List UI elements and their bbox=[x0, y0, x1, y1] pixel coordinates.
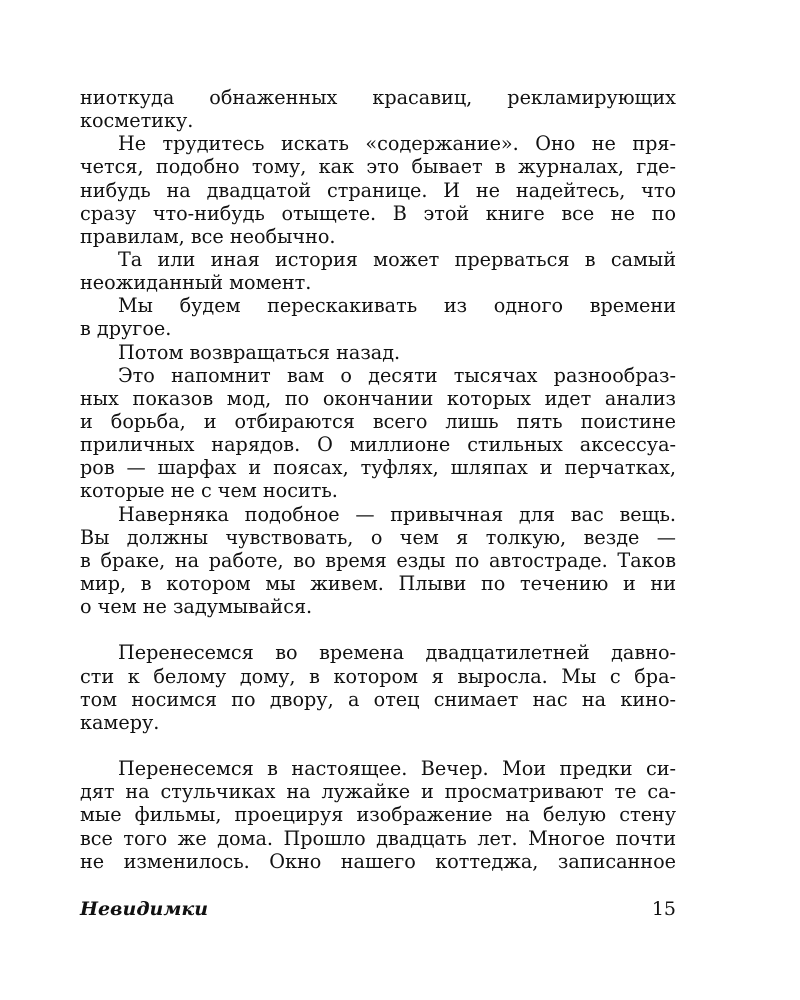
text-line: ниоткуда обнаженных красавиц, рекламирующих bbox=[80, 86, 676, 109]
text-line: все того же дома. Прошло двадцать лет. Многое почти bbox=[80, 826, 676, 850]
text-line: Это напомнит вам о десяти тысячах разнообраз- bbox=[118, 363, 676, 387]
text-line: мые фильмы, проецируя изображение на белую стену bbox=[80, 803, 676, 827]
page-footer bbox=[80, 895, 676, 923]
text-line: косметику. bbox=[80, 109, 194, 133]
text-line: Наверняка подобное — привычная для вас вещь. bbox=[118, 502, 676, 526]
text-line: нибудь на двадцатой странице. И не надейтесь, что bbox=[80, 178, 676, 202]
text-line: о чем не задумывайся. bbox=[80, 595, 313, 619]
text-line: Не трудитесь искать «содержание». Оно не пря- bbox=[118, 132, 676, 156]
text-line: том носимся по двору, а отец снимает нас на кино- bbox=[80, 687, 676, 711]
text-line: и борьба, и отбираются всего лишь пять поистине bbox=[80, 409, 676, 433]
text-line: в другое. bbox=[80, 317, 172, 341]
text-line: Потом возвращаться назад. bbox=[118, 340, 401, 364]
text-line: чется, подобно тому, как это бывает в журналах, где- bbox=[80, 155, 676, 179]
text-line: дят на стульчиках на лужайке и просматривают те са- bbox=[80, 780, 676, 804]
text-line: Перенесемся в настоящее. Вечер. Мои предки си- bbox=[118, 757, 676, 781]
text-line: правилам, все необычно. bbox=[80, 224, 336, 248]
text-line: Та или иная история может прерваться в самый bbox=[118, 247, 676, 271]
text-line: мир, в котором мы живем. Плыви по течению и ни bbox=[80, 571, 676, 595]
blank-line bbox=[80, 734, 676, 757]
text-line: ров — шарфах и поясах, туфлях, шляпах и перчатках, bbox=[80, 456, 676, 480]
text-line: сти к белому дому, в котором я выросла. Мы с бра- bbox=[80, 664, 676, 688]
text-line: Мы будем перескакивать из одного времени bbox=[118, 294, 676, 318]
page-number: 15 bbox=[651, 898, 676, 920]
text-line: ных показов мод, по окончании которых идет анализ bbox=[80, 386, 676, 410]
text-line: в браке, на работе, во время езды по автостраде. Таков bbox=[80, 548, 676, 572]
blank-line bbox=[80, 618, 676, 641]
body-text bbox=[80, 86, 676, 873]
text-line: которые не с чем носить. bbox=[80, 479, 338, 503]
text-line: не изменилось. Окно нашего коттеджа, записанное bbox=[80, 849, 676, 873]
text-line: камеру. bbox=[80, 710, 160, 734]
text-line: сразу что-нибудь отыщете. В этой книге все не по bbox=[80, 201, 676, 225]
text-line: приличных нарядов. О миллионе стильных аксессуа- bbox=[80, 433, 676, 457]
text-line: Перенесемся во времена двадцатилетней давно- bbox=[118, 641, 676, 665]
text-line: Вы должны чувствовать, о чем я толкую, везде — bbox=[80, 525, 676, 549]
running-title: Невидимки bbox=[80, 898, 209, 920]
text-line: неожиданный момент. bbox=[80, 271, 312, 295]
